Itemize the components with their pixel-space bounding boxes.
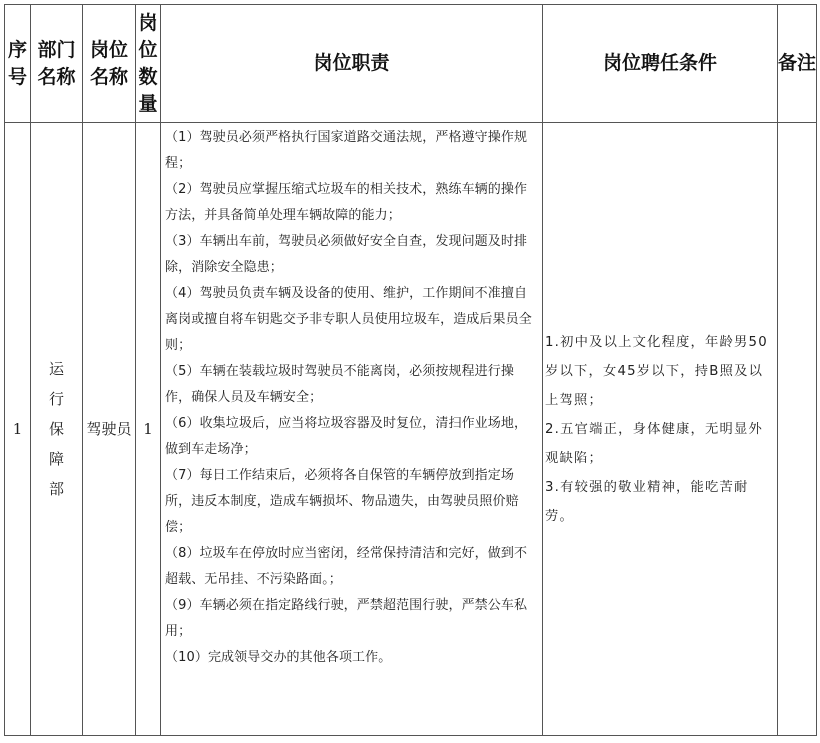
header-row (5, 5, 817, 123)
duty-item: （4）驾驶员负责车辆及设备的使用、维护，工作期间不准擅自离岗或擅自将车钥匙交予非专职人员使用垃圾车，造成后果员全则； (165, 286, 532, 353)
header-position: 岗位名称 (83, 5, 136, 123)
header-remarks: 备注 (778, 5, 817, 123)
header-count: 岗位数量 (136, 5, 161, 123)
duty-item: （3）车辆出车前，驾驶员必须做好安全自查，发现问题及时排除，消除安全隐患； (165, 234, 528, 275)
cell-duties (161, 123, 543, 736)
duty-item: （9）车辆必须在指定路线行驶，严禁超范围行驶，严禁公车私用； (165, 598, 528, 639)
cell-dept: 运行保障部 (31, 123, 83, 736)
cell-remarks (778, 123, 817, 736)
cell-requirements (543, 123, 778, 736)
duty-item: （5）车辆在装载垃圾时驾驶员不能离岗，必须按规程进行操作，确保人员及车辆安全； (165, 364, 514, 405)
job-posting-table (4, 4, 817, 736)
header-dept: 部门名称 (31, 5, 83, 123)
cell-seq: 1 (5, 123, 31, 736)
cell-position: 驾驶员 (83, 123, 136, 736)
duty-item: （2）驾驶员应掌握压缩式垃圾车的相关技术，熟练车辆的操作方法，并具备简单处理车辆故障的能力； (165, 182, 528, 223)
header-seq: 序号 (5, 5, 31, 123)
duty-item: （6）收集垃圾后，应当将垃圾容器及时复位，清扫作业场地，做到车走场净； (165, 416, 528, 457)
duty-item: （10）完成领导交办的其他各项工作。 (165, 650, 392, 665)
header-duties: 岗位职责 (161, 5, 543, 123)
duty-item: （7）每日工作结束后，必须将各自保管的车辆停放到指定场所，违反本制度，造成车辆损坏、物品遗失，由驾驶员照价赔偿； (165, 468, 519, 535)
table-row (5, 123, 817, 736)
header-requirements: 岗位聘任条件 (543, 5, 778, 123)
requirement-item: 1.初中及以上文化程度，年龄男50岁以下，女45岁以下，持B照及以上驾照； (545, 334, 768, 408)
cell-count: 1 (136, 123, 161, 736)
duty-item: （8）垃圾车在停放时应当密闭，经常保持清洁和完好，做到不超载、无吊挂、不污染路面。； (165, 546, 528, 587)
duty-item: （1）驾驶员必须严格执行国家道路交通法规，严格遵守操作规程； (165, 130, 528, 171)
requirement-item: 3.有较强的敬业精神，能吃苦耐劳。 (545, 479, 749, 524)
requirement-item: 2.五官端正，身体健康，无明显外观缺陷； (545, 421, 764, 466)
